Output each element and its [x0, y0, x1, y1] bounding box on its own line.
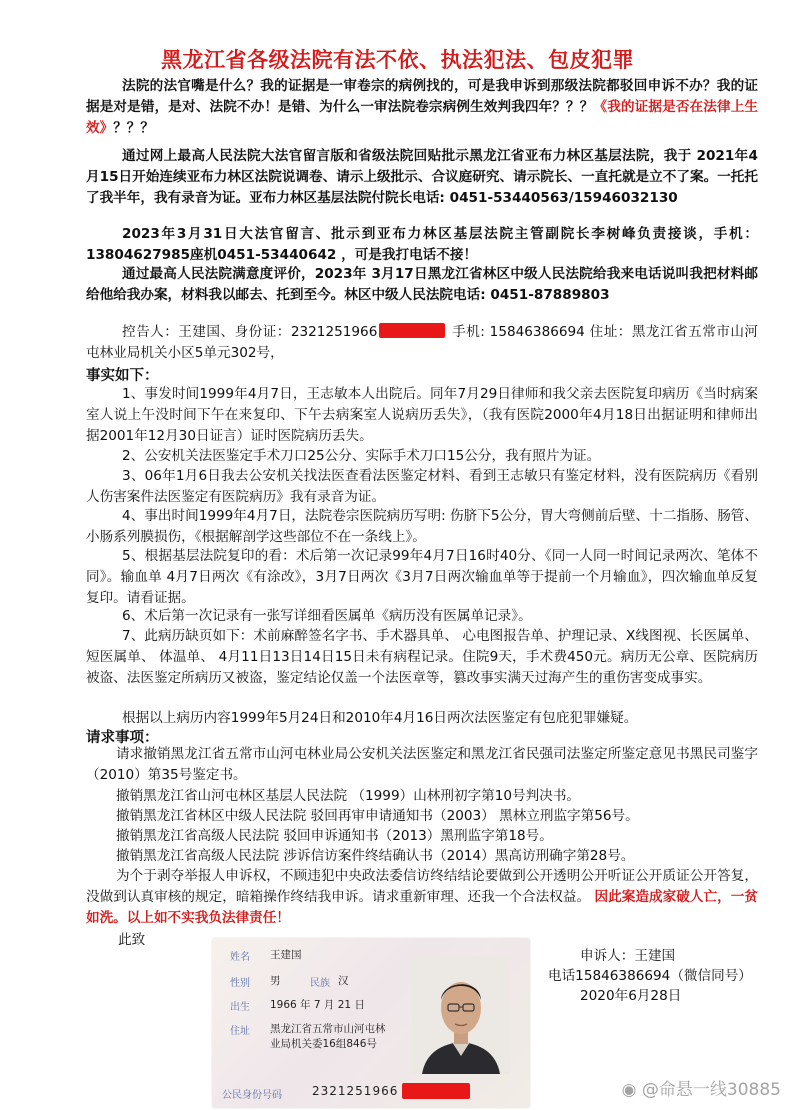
- fact-item: 7、此病历缺页如下：术前麻醉签名字书、手术器具单、 心电图报告单、护理记录、X线图视、长医属单、 短医属单、 体温单、 4月11日13日14日15日未有病程记录。住院9天，手术费450元。病历无公章、医院病历被盗、法医鉴定所病历又被盗，鉴定结论仅盖一个法医章等，篡改事实满天过海产生的重伤害变成事实。: [86, 628, 758, 686]
- id-ethnicity-label: 民族: [310, 978, 330, 989]
- fact-item: 5、根据基层法院复印的看：术后第一次记录99年4月7日16时40分、《同一人同一时间记录两次、笔体不同》。输血单 4月7日两次《有涂改》，3月7日两次《3月7日两次输血单等于提前一个月输血》，四次输血单反复复印。请看证据。: [86, 548, 758, 606]
- intro-paragraph: [86, 76, 758, 139]
- id-sex-label: 性别: [230, 978, 250, 989]
- salute: 此致: [118, 932, 146, 948]
- closing-text: 为个于剥夺举报人申诉权，不顾违犯中央政法委信访终结结论要做到公开透明公开听证公开质证公开答复，没做到认真审核的规定，暗箱操作终结我申诉。请求重新审理、还我一个合法权益。: [86, 868, 758, 905]
- id-birth-label: 出生: [230, 1002, 250, 1013]
- redaction-mark: [402, 1083, 470, 1099]
- id-address-line2: 业局机关委16组846号: [270, 1038, 377, 1050]
- portrait-photo: [412, 956, 510, 1074]
- id-ethnicity: 汉: [338, 975, 349, 987]
- fact-item: 4、事出时间1999年4月7日，法院卷宗医院病历写明: 伤脐下5公分，胃大弯侧前后壁、十二指肠、肠管、小肠系列膜损伤，《根据解剖学这些部位不在一条线上》。: [86, 508, 758, 545]
- weibo-icon: ◉: [621, 1080, 637, 1100]
- request-item: 撤销黑龙江省山河屯林区基层人民法院 （1999）山林刑初字第10号判决书。: [116, 788, 581, 804]
- request-item: 撤销黑龙江省高级人民法院 涉诉信访案件终结确认书（2014）黑高访刑确字第28号。: [116, 848, 635, 864]
- signature-phone: 电话15846386694（微信同号）: [548, 968, 752, 984]
- id-number-label: 公民身份号码: [222, 1090, 282, 1101]
- fact-item: 6、术后第一次记录有一张写详细看医属单《病历没有医属单记录》。: [122, 608, 532, 624]
- closing-red-statement: 因此案造成家破人亡，一贫如洗。以上如不实我负法律责任！: [86, 889, 759, 926]
- id-card-image: [212, 938, 530, 1108]
- requests-heading: 请求事项：: [86, 730, 159, 746]
- fact-item: 2、公安机关法医鉴定手术刀口25公分、实际手术刀口15公分，我有照片为证。: [122, 448, 601, 464]
- request-item: 撤销黑龙江省林区中级人民法院 驳回再审申请通知书（2003） 黑林立刑监字第56号。: [116, 808, 639, 824]
- request-item: 撤销黑龙江省高级人民法院 驳回申诉通知书（2013）黑刑监字第18号。: [116, 828, 553, 844]
- intro-tail: ？？？: [113, 120, 154, 136]
- document-title: 黑龙江省各级法院有法不依、执法犯法、包皮犯罪: [161, 48, 634, 72]
- closing-paragraph: [86, 866, 758, 929]
- watermark-text: @命悬一线30885: [641, 1080, 781, 1100]
- request-item: 请求撤销黑龙江省五常市山河屯林业局公安机关法医鉴定和黑龙江省民强司法鉴定所鉴定意见书黑民司鉴字（2010）第35号鉴定书。: [86, 746, 758, 783]
- intro-red-question: 《我的证据是否在法律上生效》: [86, 99, 759, 136]
- complainant-paragraph: [86, 322, 758, 364]
- online-message-paragraph: 通过网上最高人民法院大法官留言版和省级法院回贴批示黑龙江省亚布力林区基层法院，我于 2021年4月15日开始连续亚布力林区法院说调卷、请示上级批示、合议庭研究、请示院长、一直托就是立不了案。一托托了我半年，我有录音为证。亚布力林区基层法院付院长电话: 0451-53440563/15946032130: [86, 148, 758, 206]
- id-name: 王建国: [270, 949, 302, 961]
- redaction-mark: [379, 323, 445, 338]
- fact-conclusion: 根据以上病历内容1999年5月24日和2010年4月16日两次法医鉴定有包庇犯罪嫌疑。: [122, 710, 638, 726]
- signature-name: 申诉人：王建国: [580, 948, 676, 964]
- complainant-prefix: 控告人：王建国、身份证：2321251966: [122, 324, 378, 340]
- satisfaction-paragraph: 通过最高人民法院满意度评价，2023年 3月17日黑龙江省林区中级人民法院给我来电话说叫我把材料邮给他给我办案，材料我以邮去、托到至今。林区中级人民法院电话: 0451-87889803: [86, 266, 758, 303]
- intro-text: 法院的法官嘴是什么？我的证据是一审卷宗的病例找的，可是我申诉到那级法院都驳回申诉不办？我的证据是对是错，是对、法院不办！是错、为什么一审法院卷宗病例生效判我四年？？？: [86, 78, 758, 115]
- complainant-address: 住址：黑龙江省五常市山河屯林业局机关小区5单元302号，: [86, 324, 758, 361]
- portrait-drawing: [412, 956, 510, 1074]
- complainant-phone: 手机: 15846386694: [452, 324, 585, 340]
- id-address-line1: 黑龙江省五常市山河屯林: [270, 1023, 386, 1035]
- id-sex: 男: [270, 975, 281, 987]
- message-2023-paragraph: 2023年3月31日大法官留言、批示到亚布力林区基层法院主管副院长李树峰负责接谈，手机：13804627985座机0451-53440642 ，可是我打电话不接！: [86, 226, 758, 263]
- id-address-label: 住址: [230, 1026, 250, 1037]
- fact-item: 3、06年1月6日我去公安机关找法医查看法医鉴定材料、看到王志敏只有鉴定材料，没有医院病历《看别人伤害案件法医鉴定有医院病历》我有录音为证。: [86, 468, 758, 505]
- id-number: 2321251966: [312, 1084, 399, 1098]
- fact-item: 1、事发时间1999年4月7日，王志敏本人出院后。同年7月29日律师和我父亲去医院复印病历《当时病案室人说上午没时间下午在来复印、下午去病案室人说病历丢失》，（我有医院2000年4月18日出据证明和律师出据2001年12月30日证言）证时医院病历丢失。: [86, 386, 758, 444]
- id-birth: 1966 年 7 月 21 日: [270, 999, 365, 1011]
- weibo-watermark: [622, 1075, 781, 1100]
- signature-date: 2020年6月28日: [580, 988, 682, 1004]
- id-name-label: 姓名: [230, 952, 250, 963]
- facts-heading: 事实如下：: [86, 368, 159, 384]
